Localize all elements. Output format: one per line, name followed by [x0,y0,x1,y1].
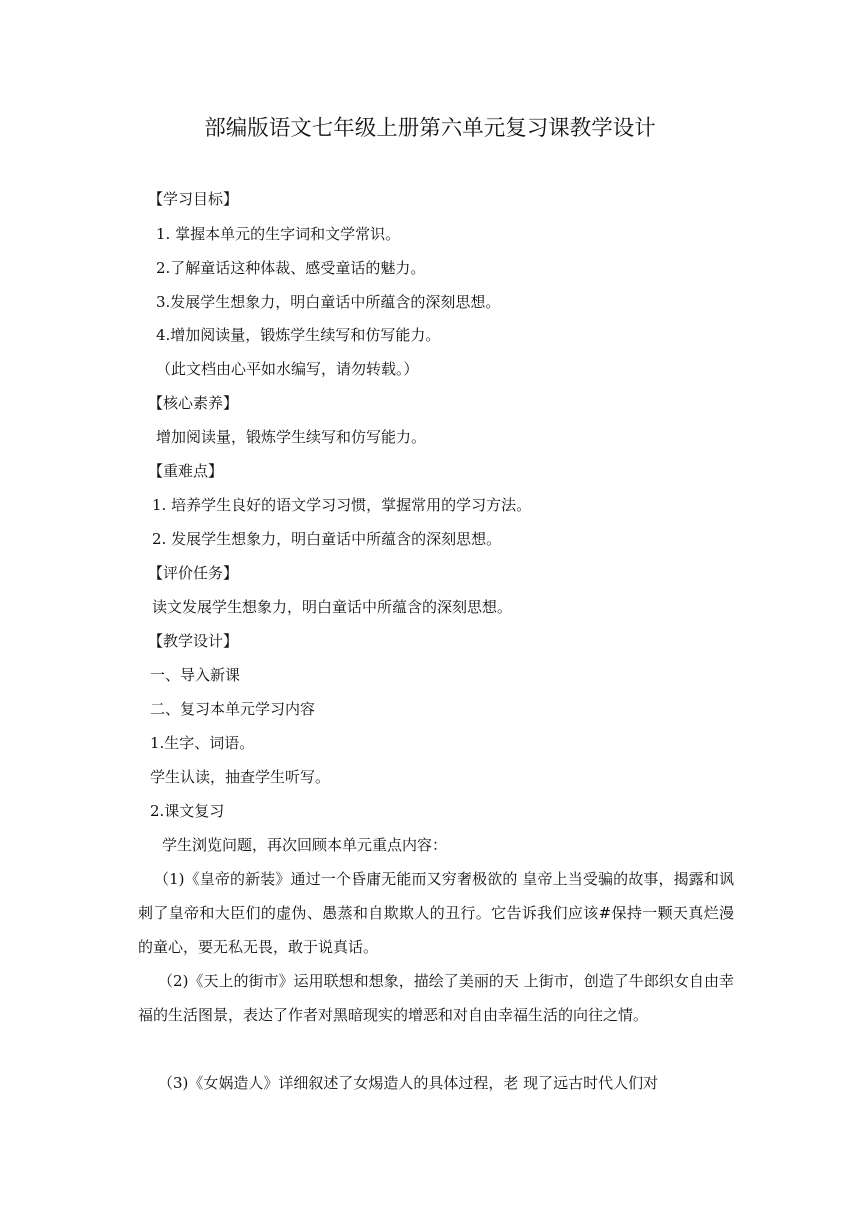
design-sub-1-text: 学生认读，抽查学生听写。 [150,768,331,786]
review-paragraph-2: （2)《天上的街市》运用联想和想象，描绘了美丽的天 上街市，创造了牛郎织女自由幸福的生活图景，表达了作者对黑暗现实的增恶和对自由幸福生活的向往之情。 [138,972,734,1024]
goal-item-3: 3.发展学生想象力，明白童话中所蕴含的深刻思想。 [156,293,501,311]
difficulty-item-2: 2. 发展学生想象力，明白童话中所蕴含的深刻思想。 [152,530,502,548]
evaluation-text: 读文发展学生想象力，明白童话中所蕴含的深刻思想。 [152,598,513,616]
section-heading-design: 【教学设计】 [148,632,239,650]
section-heading-evaluation: 【评价任务】 [148,564,239,582]
design-step-1: 一、导入新课 [150,666,241,684]
page-title: 部编版语文七年级上册第六单元复习课教学设计 [204,116,656,141]
design-sub-1: 1.生字、词语。 [150,734,255,752]
goal-item-4: 4.增加阅读量，锻炼学生续写和仿写能力。 [156,326,441,344]
review-paragraph-1: （1)《皇帝的新装》通过一个昏庸无能而又穷奢极欲的 皇帝上当受骗的故事，揭露和讽刺了皇帝和大臣们的虚伪、愚蒸和自欺欺人的丑行。它告诉我们应该#保持一颗天真烂漫的童心，要无私无畏，敢于说真话。 [138,870,734,956]
literacy-text: 增加阅读量，锻炼学生续写和仿写能力。 [156,428,427,446]
goal-item-2: 2.了解童话这种体裁、感受童话的魅力。 [156,259,426,277]
section-heading-goals: 【学习目标】 [148,190,239,208]
difficulty-item-1: 1. 培养学生良好的语文学习习惯，掌握常用的学习方法。 [152,496,532,514]
section-heading-literacy: 【核心素养】 [148,394,239,412]
section-heading-difficulties: 【重难点】 [148,462,224,480]
copyright-note: （此文档由心平如水编写，请勿转载。） [156,360,419,378]
design-sub-2-intro: 学生浏览问题，再次回顾本单元重点内容： [162,836,448,854]
design-step-2: 二、复习本单元学习内容 [150,700,316,718]
review-paragraph-3: （3)《女娲造人》详细叙述了女焬造人的具体过程，老 现了远古时代人们对 [158,1074,659,1092]
goal-item-1: 1. 掌握本单元的生字词和文学常识。 [156,225,401,243]
design-sub-2: 2.课文复习 [150,802,225,820]
